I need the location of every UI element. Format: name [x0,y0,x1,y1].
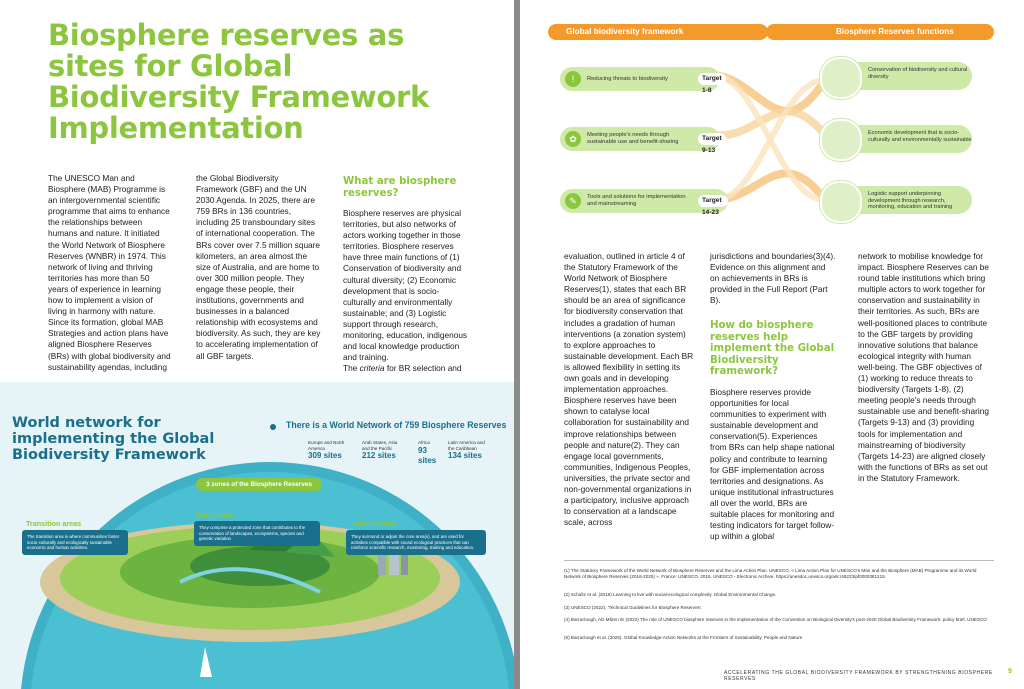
footnote-3: (3) UNESCO (2022). 'Technical Guidelines for Biosphere Reserves'. [564,605,703,610]
buffer-text: They surround or adjoin the core area(s), and are used for activities compatible with sound ecological practices that can reinforce scientific research, monitoring, training and education. [346,530,486,555]
criteria-line: The criteria for BR selection and [343,363,462,374]
br-function-2: Economic development that is socio-culturally and environmentally sustainable [826,125,972,153]
zones-banner: 3 zones of the Biosphere Reserves [196,478,322,491]
gbf-row-1: ! Reducing threats to biodiversity Target 1-8 [560,67,720,91]
what-are-br-heading: What are biosphere reserves? [343,176,457,199]
core-text: They comprise a protected zone that contributes to the conservation of landscapes, ecosystems, species and genetic variation [194,521,320,546]
footnote-divider [564,560,994,561]
globe-icon [270,424,276,430]
world-network-infographic [0,382,514,689]
page-title: Biosphere reserves as sites for Global Biodiversity Framework Implementation [48,18,430,145]
core-title: Core areas [196,510,234,519]
target-badge: Target 9-13 [698,133,726,145]
br-function-3: Logistic support underpinning development through research, monitoring, education and training [826,186,972,214]
region-latin-america: Latin America and the Caribbean 134 sites [448,440,485,460]
person-illustration-icon [820,119,862,161]
region-europe: Europe and North America 309 sites [308,440,345,460]
body-column-2: jurisdictions and boundaries(3)(4). Evidence on this alignment and on achievements in BRs is provided in the Full Report (Part B). How do biosphere reserves help implement the Global Biodiversity framework? Biosphere reserves provide opportunities for local communities to experiment with sustainable development and conservation(5). Experiences from BRs can help shape national policy and contribute to learning for GBF implementation across territories and designations. As unique institutional infrastructures all over the world, BRs are suitable places for monitoring and testing indicators for target follow-up within a global [710,251,836,542]
footnote-4: (4) Barraclough, AD Måren IE (2022) The role of UNESCO biosphere reserves in the implementation of the Convention on Biological Diversity's post-2020 Global Biodiversity Framework: policy brief. UNESCO [564,617,987,622]
body-column-1: evaluation, outlined in article 4 of the Statutory Framework of the World Network of Biosphere Reserves(1), states that each BR should be an area of significance for biodiversity conservation that includes a gradation of human interventions (a zonation system) to explore approaches to sustainable development. Each BR is allowed flexibility in setting its own goals and in developing implementation approaches. Biosphere reserves have been shown to catalyse local collaboration for sustainability and improve relationships between people and nature(2). They can engage local governments, communities, Indigenous Peoples, universities, the private sector and non-governmental organizations in a participatory, inclusive approach to conservation at a landscape scale, across [564,251,694,528]
footnote-5: (5) Barraclough et al. (2025). Global Knowledge-Action Networks at the Frontiers of Sustainability. People and Nature [564,635,803,640]
infographic-title: World network for implementing the Global Biodiversity Framework [12,415,215,463]
footnote-1: (1) The Statutory Framework of the World Network of Biosphere Reserves and the Lima Action Plan. UNESCO. « Lima Action Plan for UNESCO's Man and the Biosphere (MAB) Programme and its World Network of Biosphere Reserves (2016-2025) ». France: UNESCO, 2016. UNESCO - Electronic Archive. https://unesdoc.unesco.org/ark:/48223/pf0000381215. [564,568,977,579]
right-page [520,0,1024,689]
gbf-bar: Global biodiversity framework [548,24,768,40]
target-badge: Target 1-8 [698,73,726,85]
gbf-row-3: ✎ Tools and solutions for implementation and mainstreaming Target 14-23 [560,189,728,213]
target-badge: Target 14-23 [698,195,728,207]
footnote-2: (2) Schultz et al. (2018) Learning to live with social-ecological complexity. Global Environmental Change. [564,592,777,597]
transition-text: The transition area is where communities foster socio-culturally and ecologically sustainable economic and human activities. [22,530,128,555]
what-are-br-body: Biosphere reserves are physical territories, but also networks of actors working together in those territories. Biosphere reserves have three main functions of (1) Conservation of biodiversity and cultural diversity; (2) Economic development that is socio-culturally and environmentally sustainable; and (3) Logistic support through research, monitoring, education, indigenous and local knowledge production and training. [343,208,468,363]
tools-icon: ✎ [565,193,581,209]
transition-title: Transition areas [26,519,82,528]
region-africa: Africa 93 sites [418,440,437,465]
intro-paragraph-1: The UNESCO Man and Biosphere (MAB) Programme is an intergovernmental scientific programme that aims to enhance the relationships between humans and nature. It initiated the World Network of Biosphere Reserves (WNBR) in 1974. This network of living and thriving territories has more than 50 years of experience in learning how to implement a vision of living in harmony with nature. Since its formation, global MAB Strategies and action plans have aligned Biosphere Reserves (BRs) with global biodiversity and sustainability agendas, including [48,173,171,372]
intro-column-3 [343,176,470,374]
warning-icon: ! [565,71,581,87]
intro-column-2 [196,173,322,362]
intro-column-1 [48,173,172,373]
intro-paragraph-2: the Global Biodiversity Framework (GBF) and the UN 2030 Agenda. In 2025, there are 759 BRs in 136 countries, including 25 transboundary sites of international cooperation. The BRs cover over 7.5 million square kilometers, an area almost the size of Australia, and are home to over 300 million people. They engage these people, their institutions, governments and businesses in a balanced relationship with ecosystems and biodiversity. As such, they are key to accelerating implementation of all GBF targets. [196,173,321,361]
page-footer: ACCELERATING THE GLOBAL BIODIVERSITY FRAMEWORK BY STRENGTHENING BIOSPHERE RESERVES [724,670,993,682]
plant-illustration-icon [820,57,862,99]
gbf-row-2: ✿ Meeting people's needs through sustainable use and benefit-sharing Target 9-13 [560,127,720,151]
buffer-title: Buffer zones [352,519,396,528]
researcher-illustration-icon [820,181,862,223]
how-do-br-heading: How do biosphere reserves help implement the Global Biodiversity framework? [710,320,835,378]
body-column-3: network to mobilise knowledge for impact. Biosphere Reserves can be round table institutions which bring multiple actors to work together for conservation and sustainability in their territories. As such, BRs are well-positioned places to contribute to the GBF targets by providing innovative solutions that balance ecological integrity with human well-being. The GBF objectives of (1) working to reduce threats to biodiversity (Targets 1-8), (2) meeting people's needs through sustainable use and benefit-sharing (Targets 9-13) and (3) providing tools for implementation and mainstreaming of biodiversity (Targets 14-23) are aligned closely with the functions of BRs as set out in the Statutory Framework. [858,251,989,483]
br-function-1: Conservation of biodiversity and cultural diversity [826,62,972,90]
region-asia-pacific: Arab States, Asia and the Pacific 212 sites [362,440,398,460]
page-number: 9 [1008,668,1012,675]
br-functions-bar: Biosphere Reserves functions [766,24,994,40]
plant-icon: ✿ [565,131,581,147]
network-heading: There is a World Network of 759 Biosphere Reserves [286,420,507,430]
